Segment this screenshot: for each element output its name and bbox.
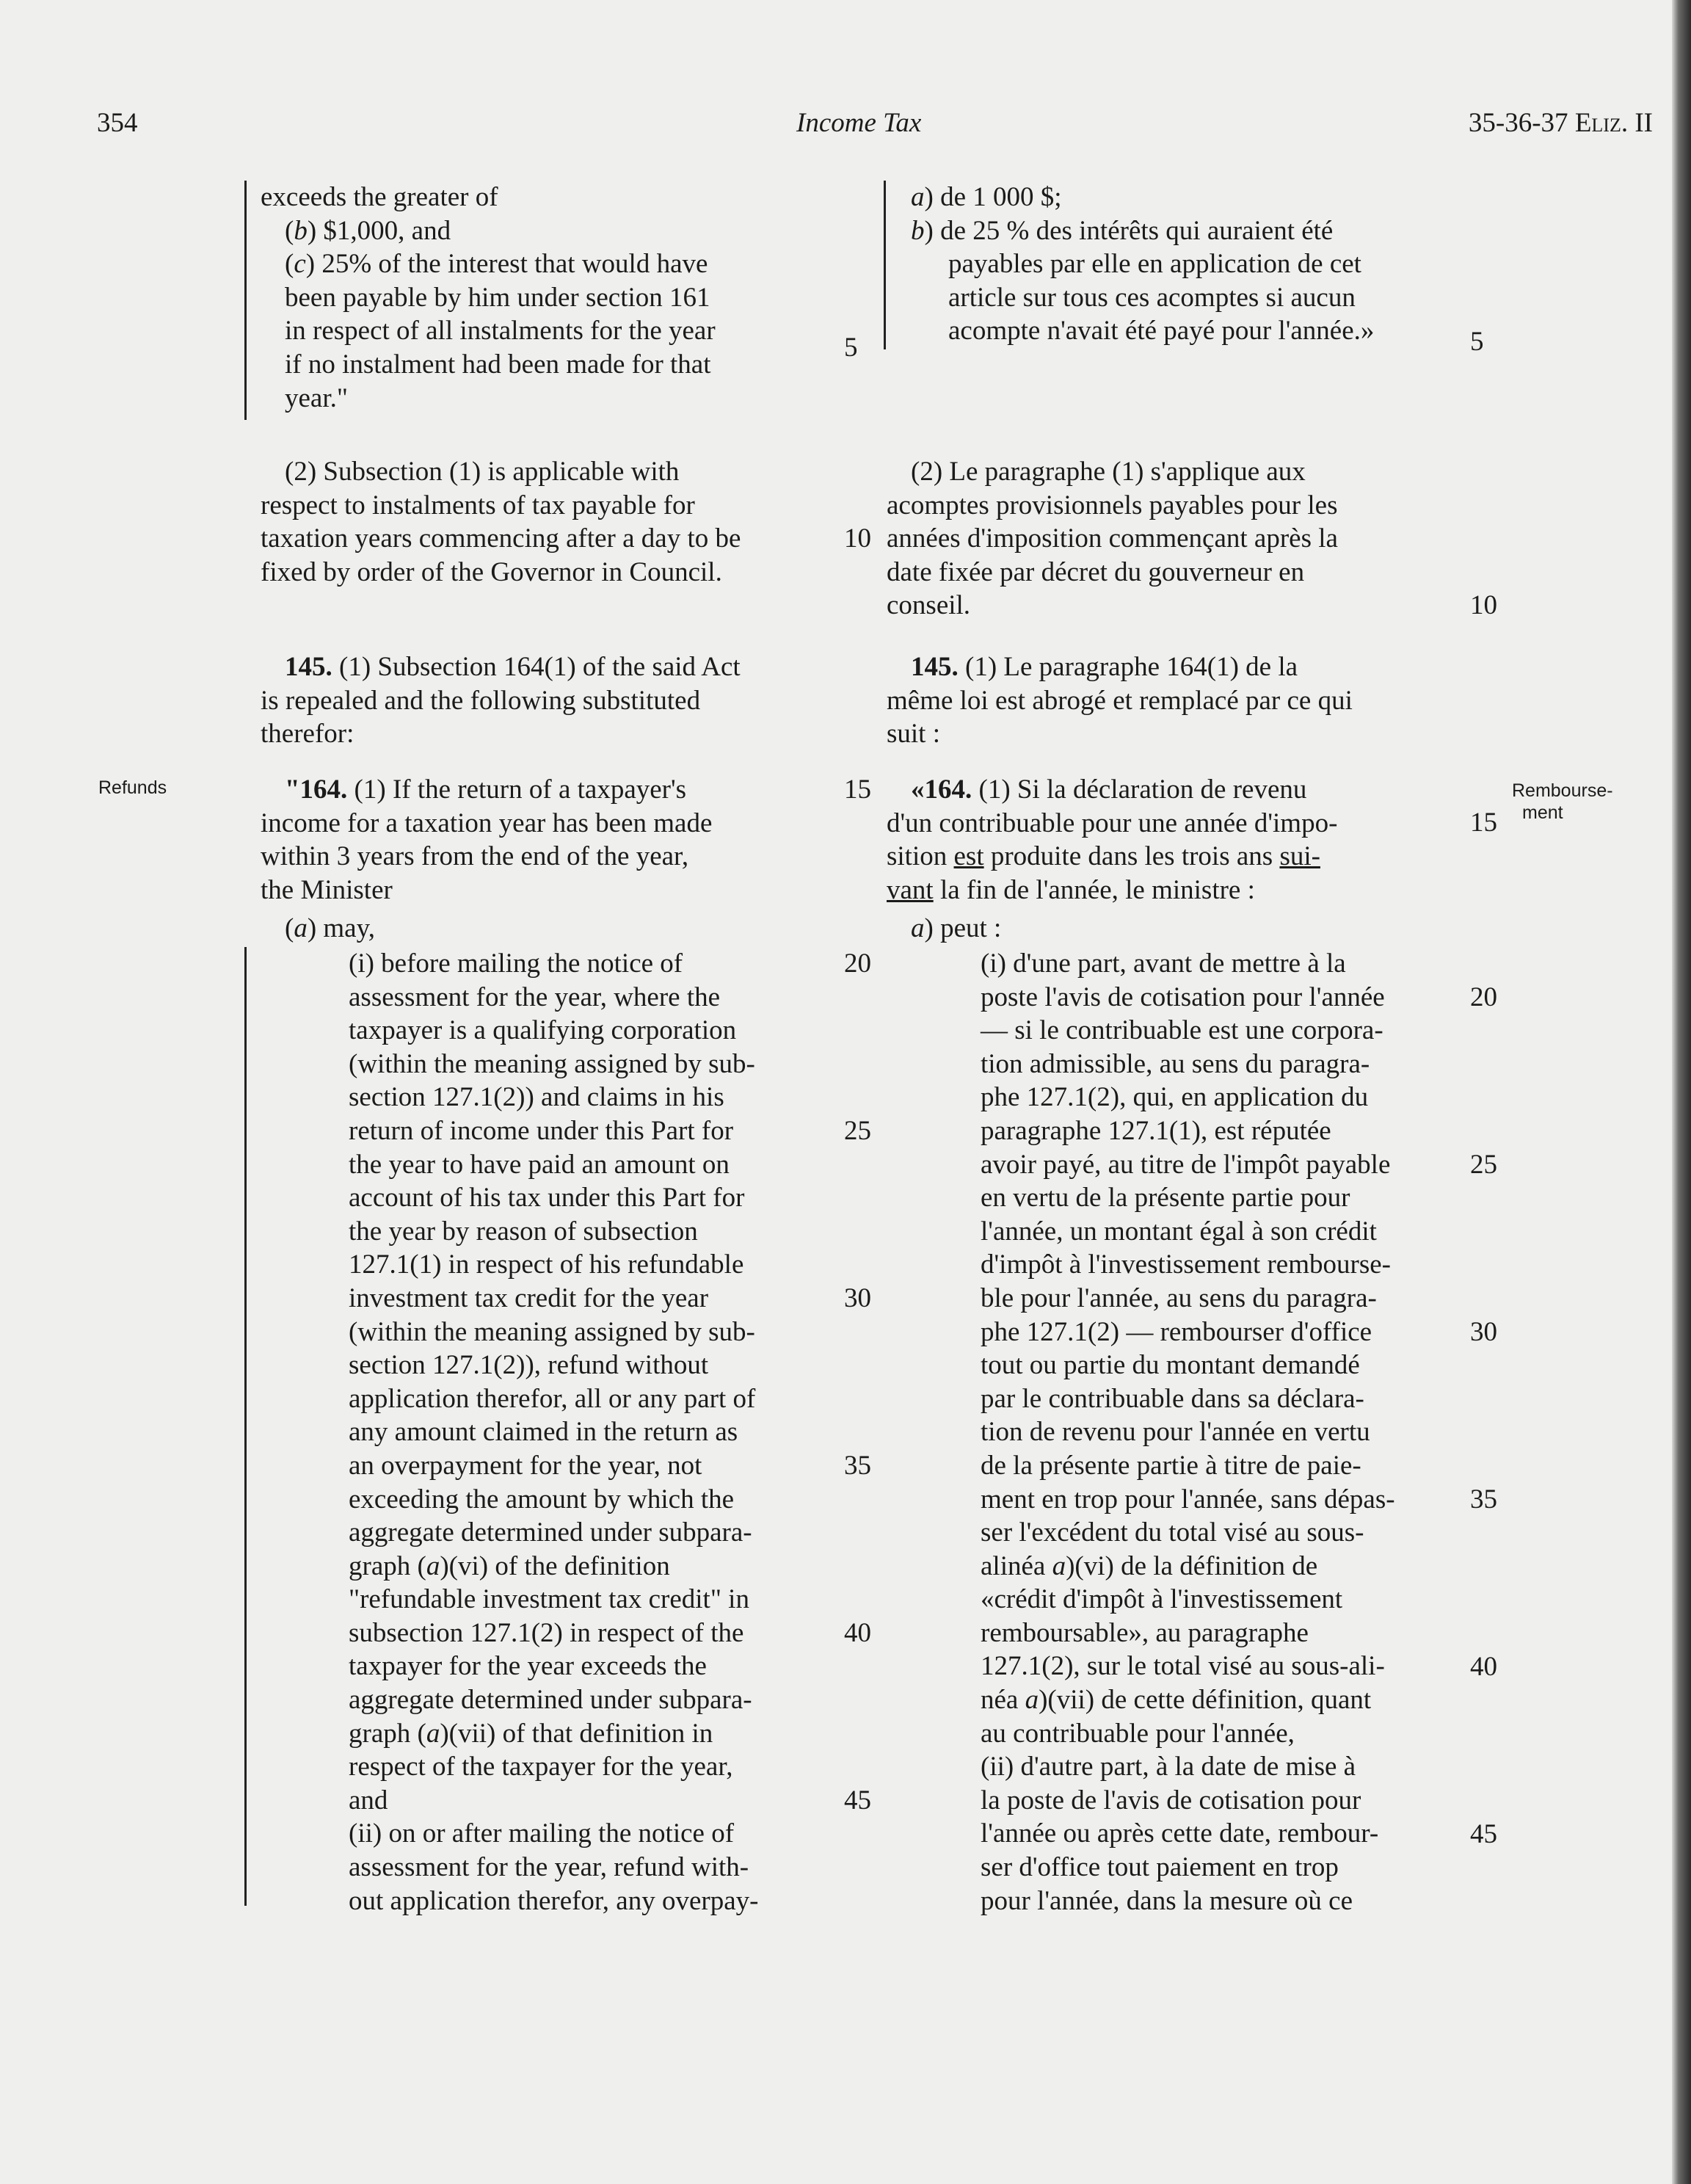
fr-text: conseil. [887,590,971,621]
line-number-fr: 35 [1470,1484,1497,1514]
revision-bar-fr-top [884,181,886,349]
en-text: section 127.1(2)) and claims in his [349,1082,724,1113]
en-text: graph (a)(vi) of the definition [349,1550,670,1581]
en-text: application therefor, all or any part of [349,1383,756,1414]
en-text: (within the meaning assigned by sub- [349,1048,755,1079]
page-number: 354 [97,108,138,138]
en-text: taxpayer is a qualifying corporation [349,1015,737,1046]
fr-text: phe 127.1(2), qui, en application du [981,1082,1369,1113]
fr-text: «164. (1) Si la déclaration de revenu [911,774,1307,805]
english-section-164 [261,773,840,946]
en-text: fixed by order of the Governor in Council. [261,556,722,587]
line-number-fr: 45 [1470,1819,1497,1849]
fr-text: de la présente partie à titre de paie- [981,1450,1361,1481]
line-number-fr: 40 [1470,1652,1497,1682]
en-text: (ii) on or after mailing the notice of [349,1818,735,1849]
en-text: section 127.1(2)), refund without [349,1350,709,1381]
english-section-145 [261,650,840,751]
fr-text: acomptes provisionnels payables pour les [887,490,1338,520]
fr-text: remboursable», au paragraphe [981,1617,1309,1648]
fr-text: par le contribuable dans sa déclara- [981,1383,1364,1414]
en-text: any amount claimed in the return as [349,1417,738,1448]
en-text: exceeds the greater of [261,182,498,212]
english-subsection-2 [261,455,840,589]
fr-text: pour l'année, dans la mesure où ce [981,1885,1353,1916]
french-subsection-2 [887,455,1468,623]
fr-text: la poste de l'avis de cotisation pour [981,1785,1361,1815]
en-text: if no instalment had been made for that [285,349,711,380]
en-text: an overpayment for the year, not [349,1450,702,1481]
en-text: graph (a)(vii) of that definition in [349,1718,713,1749]
line-number-en: 45 [844,1785,871,1815]
fr-text: vant la fin de l'année, le ministre : [887,874,1255,905]
margin-note-refunds: Refunds [98,777,167,798]
english-column [261,181,840,415]
page-binding-edge [1672,0,1691,2184]
en-text: is repealed and the following substituted [261,685,701,716]
fr-text: en vertu de la présente partie pour [981,1183,1350,1213]
english-subparagraph-i [349,947,840,1918]
fr-text: même loi est abrogé et remplacé par ce qui [887,685,1353,716]
en-paragraph-b: (b) $1,000, and [285,215,451,246]
fr-text: ment en trop pour l'année, sans dépas- [981,1484,1395,1514]
en-text: 145. (1) Subsection 164(1) of the said Act [285,652,741,682]
fr-text: tion admissible, au sens du paragra- [981,1048,1370,1079]
en-text: been payable by him under section 161 [285,282,710,313]
fr-text: alinéa a)(vi) de la définition de [981,1550,1318,1581]
fr-text: d'un contribuable pour une année d'impo- [887,808,1338,838]
line-number-fr: 15 [1470,808,1497,838]
line-number-en: 5 [844,333,858,363]
fr-text: phe 127.1(2) — rembourser d'office [981,1316,1372,1347]
fr-text: l'année ou après cette date, rembour- [981,1818,1379,1849]
en-text: "164. (1) If the return of a taxpayer's [285,774,687,805]
fr-text: ser d'office tout paiement en trop [981,1852,1339,1883]
en-text: in respect of all instalments for the year [285,316,716,347]
french-subparagraph-i [981,947,1468,1918]
en-text: taxation years commencing after a day to be [261,523,741,554]
margin-note-remboursement: Rembourse- ment [1512,780,1613,823]
french-section-145 [887,650,1468,751]
fr-text: — si le contribuable est une corpora- [981,1015,1383,1046]
fr-text: au contribuable pour l'année, [981,1718,1295,1749]
fr-text: l'année, un montant égal à son crédit [981,1216,1377,1247]
fr-text: néa a)(vii) de cette définition, quant [981,1685,1372,1716]
line-number-en: 25 [844,1116,871,1146]
en-text: (i) before mailing the notice of [349,948,683,979]
fr-text: 127.1(2), sur le total visé au sous-ali- [981,1651,1385,1682]
en-text: aggregate determined under subpara- [349,1685,752,1716]
french-column [887,181,1468,348]
en-text: year." [285,382,348,413]
fr-text: payables par elle en application de cet [948,249,1361,280]
line-number-en: 15 [844,774,871,805]
line-number-en: 35 [844,1451,871,1481]
en-paragraph-c: (c) 25% of the interest that would have [285,249,708,280]
fr-text: (ii) d'autre part, à la date de mise à [981,1752,1356,1782]
regnal-year: 35-36-37 Eliz. II [1468,108,1653,138]
fr-text: acompte n'avait été payé pour l'année.» [948,316,1375,347]
line-number-fr: 20 [1470,982,1497,1012]
en-text: within 3 years from the end of the year, [261,841,689,872]
line-number-fr: 25 [1470,1150,1497,1180]
line-number-en: 20 [844,948,871,979]
en-text: investment tax credit for the year [349,1283,709,1313]
en-text: assessment for the year, where the [349,982,721,1012]
fr-paragraph-b: b) de 25 % des intérêts qui auraient été [911,215,1334,246]
revision-bar-en-top [244,181,247,420]
fr-text: avoir payé, au titre de l'impôt payable [981,1149,1391,1180]
en-text: subsection 127.1(2) in respect of the [349,1617,744,1648]
fr-text: tout ou partie du montant demandé [981,1350,1360,1381]
en-text: respect of the taxpayer for the year, [349,1752,733,1782]
en-text: 127.1(1) in respect of his refundable [349,1249,744,1280]
en-text: aggregate determined under subpara- [349,1517,752,1548]
en-text: therefor: [261,719,354,750]
line-number-fr: 5 [1470,327,1484,357]
fr-text: années d'imposition commençant après la [887,523,1338,554]
french-section-164 [887,773,1468,946]
en-text: the year to have paid an amount on [349,1149,730,1180]
fr-text: ble pour l'année, au sens du paragra- [981,1283,1377,1313]
fr-text: sition est produite dans les trois ans sui- [887,841,1320,872]
line-number-en: 10 [844,523,871,554]
fr-text: suit : [887,719,940,750]
running-title: Income Tax [796,108,922,138]
en-text: "refundable investment tax credit" in [349,1584,749,1615]
en-text: the year by reason of subsection [349,1216,698,1247]
en-text: out application therefor, any overpay- [349,1885,759,1916]
en-text: exceeding the amount by which the [349,1484,735,1514]
en-text: (within the meaning assigned by sub- [349,1316,755,1347]
fr-paragraph-a: a) de 1 000 $; [911,182,1062,212]
revision-bar-en-bottom [244,947,247,1906]
en-text: respect to instalments of tax payable for [261,490,695,520]
en-paragraph-a: (a) may, [285,913,375,944]
line-number-en: 40 [844,1618,871,1648]
en-text: and [349,1785,388,1815]
fr-text: article sur tous ces acomptes si aucun [948,282,1356,313]
fr-text: d'impôt à l'investissement rembourse- [981,1249,1391,1280]
fr-text: ser l'excédent du total visé au sous- [981,1517,1364,1548]
en-text: taxpayer for the year exceeds the [349,1651,707,1682]
fr-text: tion de revenu pour l'année en vertu [981,1417,1370,1448]
en-text: return of income under this Part for [349,1115,734,1146]
line-number-fr: 10 [1470,590,1497,620]
fr-text: (2) Le paragraphe (1) s'applique aux [911,457,1306,487]
fr-text: 145. (1) Le paragraphe 164(1) de la [911,652,1298,682]
fr-text: «crédit d'impôt à l'investissement [981,1584,1343,1615]
fr-text: date fixée par décret du gouverneur en [887,556,1305,587]
en-text: (2) Subsection (1) is applicable with [285,457,680,487]
line-number-en: 30 [844,1283,871,1313]
fr-text: paragraphe 127.1(1), est réputée [981,1115,1331,1146]
fr-text: (i) d'une part, avant de mettre à la [981,948,1346,979]
en-text: the Minister [261,874,393,905]
line-number-fr: 30 [1470,1317,1497,1347]
en-text: account of his tax under this Part for [349,1183,745,1213]
en-text: income for a taxation year has been made [261,808,713,838]
en-text: assessment for the year, refund with- [349,1852,749,1883]
fr-paragraph-a-peut: a) peut : [911,913,1002,944]
fr-text: poste l'avis de cotisation pour l'année [981,982,1385,1012]
